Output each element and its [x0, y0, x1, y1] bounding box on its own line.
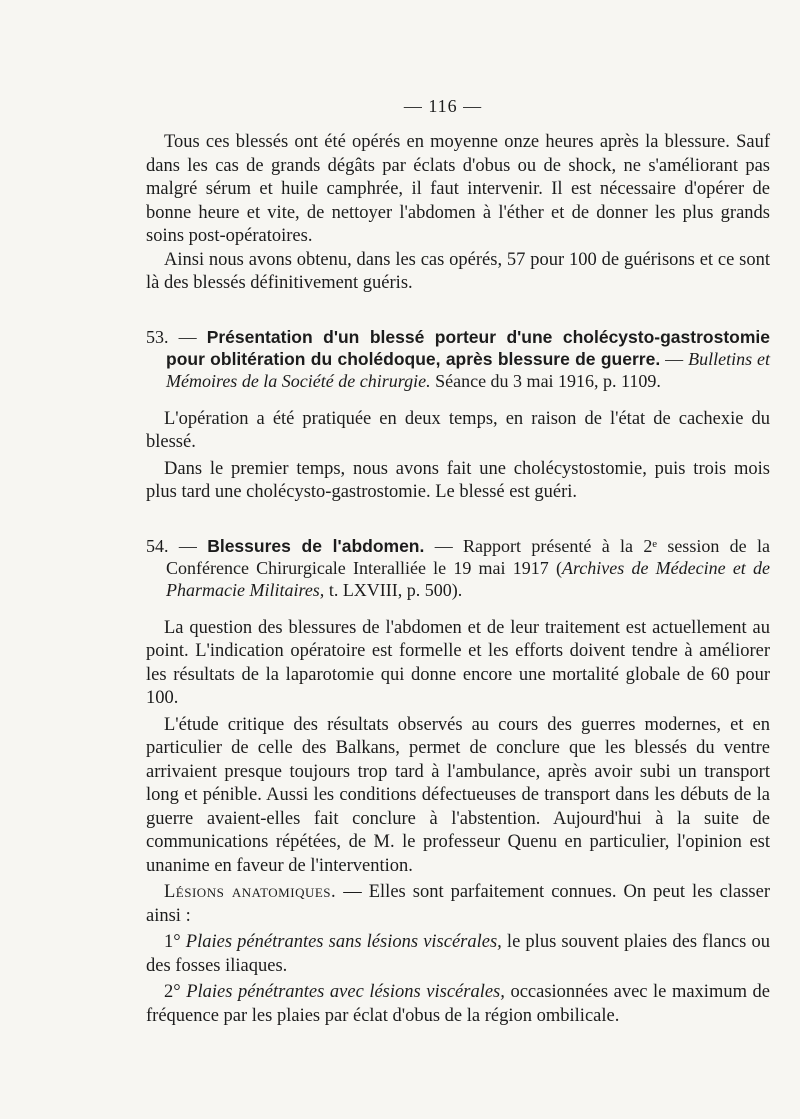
entry-54-paragraph-1: La question des blessures de l'abdomen et de leur traitement est actuellement au point. L'indication opératoire est formelle et les efforts doivent tendre à améliorer les résultats de la laparotomie qui donne encore une mortalité globale de 60 pour 100.: [146, 617, 770, 708]
lesions-item-2-number: 2°: [164, 982, 187, 1002]
lesions-item-2: [146, 981, 770, 1028]
entry-54-text: — Rapport présenté à la 2ᵉ session de la Conférence Chirurgicale Interalliée le 19 mai 1917 (: [166, 535, 770, 578]
intro-paragraph-2: Ainsi nous avons obtenu, dans les cas opérés, 57 pour 100 de guérisons et ce sont là des blessés définitivement guéris.: [146, 249, 770, 293]
entry-54-heading: [146, 535, 770, 601]
entry-53-heading: [146, 326, 770, 392]
lesions-item-2-text: occasionnées avec le maximum de fréquence par les plaies par éclat d'obus de la région ombilicale.: [146, 982, 770, 1026]
lesions-item-1-number: 1°: [164, 932, 186, 952]
lesions-item-1-text: le plus souvent plaies des flancs ou des fosses iliaques.: [146, 932, 770, 976]
entry-53-number: 53. —: [146, 326, 207, 347]
entry-54-paragraph-2: L'étude critique des résultats observés au cours des guerres modernes, et en particulier de celle des Balkans, permet de conclure que les blessés du ventre arrivaient presque toujours trop tard à l'ambulance, après avoir subi un transport long et pénible. Aussi les conditions défectueuses de transport dans les débuts de la guerre avaient-elles fait conclure à l'abstention. Aujourd'hui à la suite de communications répétées, de M. le professeur Quenu en particulier, l'opinion est unanime en faveur de l'intervention.: [146, 714, 770, 876]
intro-paragraph-1: Tous ces blessés ont été opérés en moyenne onze heures après la blessure. Sauf dans les cas de grands dégâts par éclats d'obus ou de shock, ne s'améliorant pas malgré sérum et huile camphrée, il faut intervenir. Il est nécessaire d'opérer de bonne heure et vite, de nettoyer l'abdomen à l'éther et de donner les plus grands soins post-opératoires.: [146, 132, 770, 246]
entry-54: [146, 535, 770, 601]
lesions-paragraph: [146, 881, 770, 928]
lesions-label: Lésions anatomiques.: [164, 882, 337, 902]
entry-53: [146, 326, 770, 392]
entry-53-title: Présentation d'un blessé porteur d'une cholécysto-gastrostomie pour oblitération du cholédoque, après blessure de guerre.: [166, 326, 771, 369]
entry-53-separator: —: [660, 348, 689, 369]
entry-54-number: 54. —: [146, 535, 208, 556]
entry-53-paragraph-2: Dans le premier temps, nous avons fait une cholécystostomie, puis trois mois plus tard une cholécysto-gastrostomie. Le blessé est guéri.: [146, 458, 770, 502]
entry-54-title: Blessures de l'abdomen.: [207, 535, 425, 556]
entry-54-source-detail: t. LXVIII, p. 500).: [324, 579, 463, 600]
entry-53-source-detail: Séance du 3 mai 1916, p. 1109.: [430, 370, 661, 391]
lesions-text: — Elles sont parfaitement connues. On peut les classer ainsi :: [146, 882, 770, 926]
entry-54-source: Archives de Médecine et de Pharmacie Militaires,: [166, 557, 770, 600]
lesions-item-2-title: Plaies pénétrantes avec lésions viscérales,: [186, 982, 505, 1002]
lesions-item-1-title: Plaies pénétrantes sans lésions viscérales,: [185, 932, 502, 952]
entry-53-source: Bulletins et Mémoires de la Société de chirurgie.: [166, 348, 771, 391]
lesions-item-1: [146, 931, 770, 978]
entry-53-paragraph-1: L'opération a été pratiquée en deux temps, en raison de l'état de cachexie du blessé.: [146, 408, 770, 452]
page-number: — 116 —: [403, 96, 483, 116]
